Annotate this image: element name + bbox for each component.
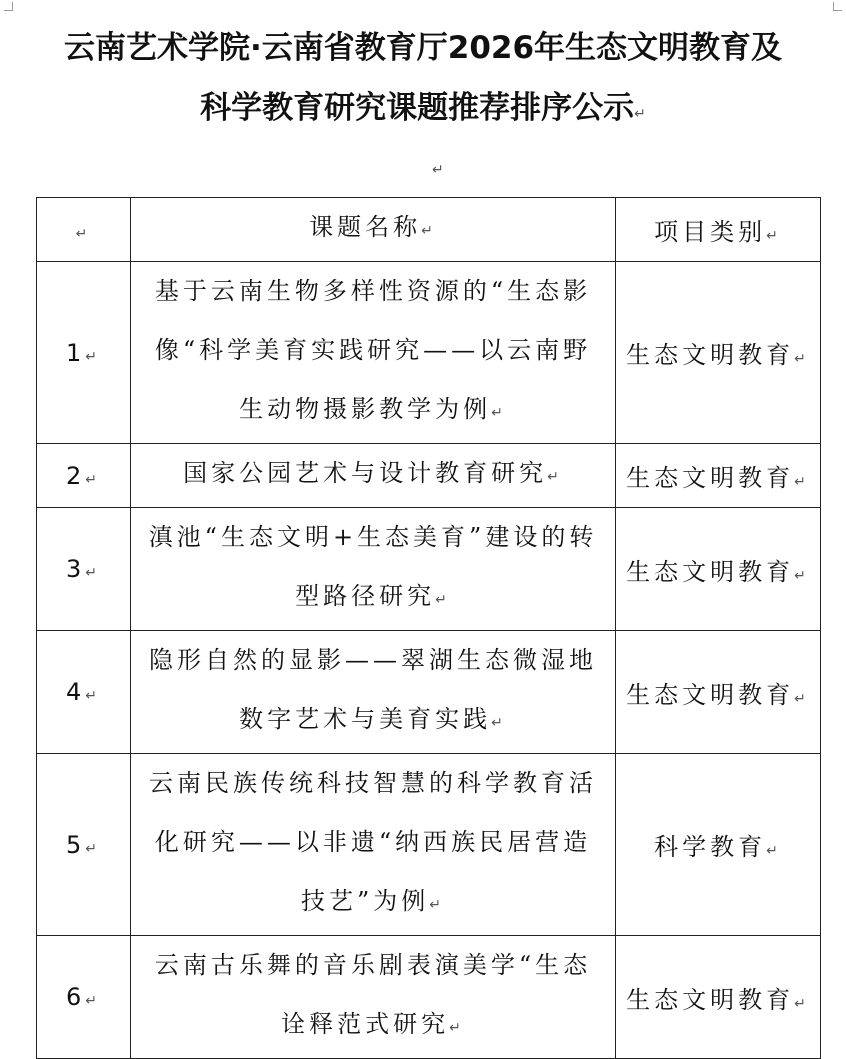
recommendation-table [36,197,821,1059]
row-num-cell [37,508,131,631]
paragraph-mark: ↵ [75,225,92,242]
row-num-cell [37,936,131,1059]
row-category: 科学教育 [654,833,767,861]
paragraph-mark: ↵ [794,567,810,584]
row-category-cell [616,754,821,936]
header-category: 项目类别 [654,218,767,246]
paragraph-mark: ↵ [85,840,101,857]
page-corner-mark-left [4,2,13,11]
paragraph-mark: ↵ [85,348,101,365]
table-row [37,936,821,1059]
paragraph-mark: ↵ [491,405,507,421]
paragraph-mark: ↵ [435,592,451,608]
row-title: 云南古乐舞的音乐剧表演美学“生态诠释范式研究 [154,951,592,1038]
paragraph-mark: ↵ [85,993,101,1009]
row-num: 1 [65,338,86,367]
paragraph-mark: ↵ [547,469,563,485]
page-title [0,18,846,144]
row-num: 6 [65,983,86,1011]
row-title-cell [131,754,616,936]
empty-paragraph-mark: ↵ [432,162,444,178]
table-row [37,754,821,936]
paragraph-mark: ↵ [794,690,810,707]
title-line-1 [0,18,846,78]
paragraph-mark: ↵ [429,897,445,913]
paragraph-mark: ↵ [85,471,101,488]
paragraph-mark: ↵ [766,843,782,859]
paragraph-mark: ↵ [766,228,782,244]
paragraph-mark: ↵ [449,1020,465,1036]
table-row [37,262,821,444]
header-num-cell [37,198,131,262]
row-category-cell [616,631,821,754]
paragraph-mark: ↵ [794,995,810,1012]
row-title: 基于云南生物多样性资源的“生态影像“科学美育实践研究——以云南野生动物摄影教学为例 [154,277,592,423]
row-category: 生态文明教育 [626,985,795,1014]
header-title-cell [131,198,616,262]
row-title-cell [131,444,616,508]
row-num-cell [37,631,131,754]
row-category-cell [616,936,821,1059]
title-line-2 [0,78,846,144]
row-category-cell [616,508,821,631]
page-corner-mark-right [833,2,842,11]
row-category: 生态文明教育 [626,464,795,492]
row-category: 生态文明教育 [626,341,795,369]
row-title: 滇池“生态文明+生态美育”建设的转型路径研究 [148,523,598,610]
row-category-cell [616,444,821,508]
table-row [37,508,821,631]
paragraph-mark: ↵ [634,106,646,122]
paragraph-mark: ↵ [85,565,101,581]
paragraph-mark: ↵ [794,474,810,490]
row-title-cell [131,262,616,444]
row-title-cell [131,631,616,754]
row-num: 4 [65,678,86,706]
row-category-cell [616,262,821,444]
row-num-cell [37,754,131,936]
title-line-2-text: 科学教育研究课题推荐排序公示 [200,90,635,126]
row-title: 隐形自然的显影——翠湖生态微湿地数字艺术与美育实践 [149,646,597,733]
row-title-cell [131,508,616,631]
table-row [37,444,821,508]
table-row [37,631,821,754]
paragraph-mark: ↵ [491,715,507,731]
title-line-1-text: 云南艺术学院·云南省教育厅2026年生态文明教育及 [63,30,783,66]
row-num-cell [37,262,131,444]
row-category: 生态文明教育 [626,557,795,586]
header-title: 课题名称 [309,213,422,241]
row-num: 5 [65,830,86,859]
row-title-cell [131,936,616,1059]
paragraph-mark: ↵ [794,351,810,367]
row-title: 云南民族传统科技智慧的科学教育活化研究——以非遗“纳西族民居营造技艺”为例 [149,769,597,915]
row-num-cell [37,444,131,508]
row-num: 3 [65,555,86,583]
row-num: 2 [65,461,86,490]
row-category: 生态文明教育 [626,680,795,709]
header-category-cell [616,198,821,262]
table-header-row [37,198,821,262]
paragraph-mark: ↵ [421,223,437,239]
paragraph-mark: ↵ [85,688,101,704]
row-title: 国家公园艺术与设计教育研究 [183,459,548,487]
